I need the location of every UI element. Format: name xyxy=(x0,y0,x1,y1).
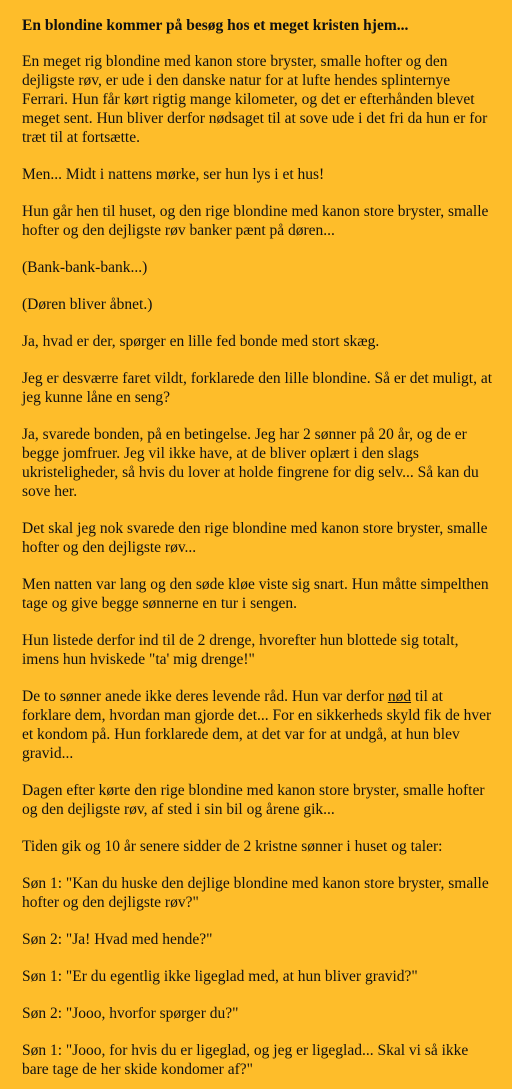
dialogue-line-3: Søn 1: "Er du egentlig ikke ligeglad med, at hun bliver gravid?" xyxy=(22,968,418,985)
paragraph-intro: En meget rig blondine med kanon store bryster, smalle hofter og den dejligste røv, er ude i den danske natur for at lufte hendes splinternye Ferrari. Hun får kørt rigtig mange kilometer, og det er efterhånden blevet meget sent. Hun bliver derfor nødsaget til at sove ude i det fri da hun er for træt til at fortsætte. xyxy=(22,53,488,146)
paragraph-door-opened: (Døren bliver åbnet.) xyxy=(22,296,153,313)
paragraph-whisper: Hun listede derfor ind til de 2 drenge, hvorefter hun blottede sig totalt, imens hun hviskede "ta' mig drenge!" xyxy=(22,632,459,668)
paragraph-explain-part1: De to sønner anede ikke deres levende råd. Hun var derfor xyxy=(22,688,388,705)
paragraph-condition: Ja, svarede bonden, på en betingelse. Jeg har 2 sønner på 20 år, og de er begge jomfruer. Jeg vil ikke have, at de bliver oplært i den slags ukristeligheder, så hvis du lover at holde fingrene for dig selv... Så kan du sove her. xyxy=(22,426,479,500)
paragraph-ten-years: Tiden gik og 10 år senere sidder de 2 kristne sønner i huset og taler: xyxy=(22,838,443,855)
page-title: En blondine kommer på besøg hos et meget kristen hjem... xyxy=(22,17,409,34)
paragraph-lost: Jeg er desværre faret vildt, forklarede den lille blondine. Så er det muligt, at jeg kunne låne en seng? xyxy=(22,370,493,406)
dialogue-line-4: Søn 2: "Jooo, hvorfor spørger du?" xyxy=(22,1005,239,1022)
paragraph-explain xyxy=(22,687,492,763)
paragraph-night: Men natten var lang og den søde kløe viste sig snart. Hun måtte simpelthen tage og give begge sønnerne en tur i sengen. xyxy=(22,576,489,612)
underlined-word: nød xyxy=(387,688,412,705)
paragraph-light: Men... Midt i nattens mørke, ser hun lys i et hus! xyxy=(22,166,325,183)
paragraph-promise: Det skal jeg nok svarede den rige blondine med kanon store bryster, smalle hofter og den dejligste røv... xyxy=(22,520,488,556)
paragraph-bank: (Bank-bank-bank...) xyxy=(22,259,148,276)
paragraph-farmer-asks: Ja, hvad er der, spørger en lille fed bonde med stort skæg. xyxy=(22,333,380,350)
dialogue-line-2: Søn 2: "Ja! Hvad med hende?" xyxy=(22,931,213,948)
dialogue-line-5: Søn 1: "Jooo, for hvis du er ligeglad, og jeg er ligeglad... Skal vi så ikke bare tage de her skide kondomer af?" xyxy=(22,1042,469,1078)
dialogue-line-1: Søn 1: "Kan du huske den dejlige blondine med kanon store bryster, smalle hofter og den dejligste røv?" xyxy=(22,875,489,911)
paragraph-explain-part2: til at forklare dem, hvordan man gjorde det... For en sikkerheds skyld fik de hver et kondom på. Hun forklarede dem, at det var for at undgå, at hun blev gravid... xyxy=(22,688,492,762)
paragraph-next-day: Dagen efter kørte den rige blondine med kanon store bryster, smalle hofter og den dejligste røv, af sted i sin bil og årene gik... xyxy=(22,782,485,818)
paragraph-knock: Hun går hen til huset, og den rige blondine med kanon store bryster, smalle hofter og den dejligste røv banker pænt på døren... xyxy=(22,203,489,239)
